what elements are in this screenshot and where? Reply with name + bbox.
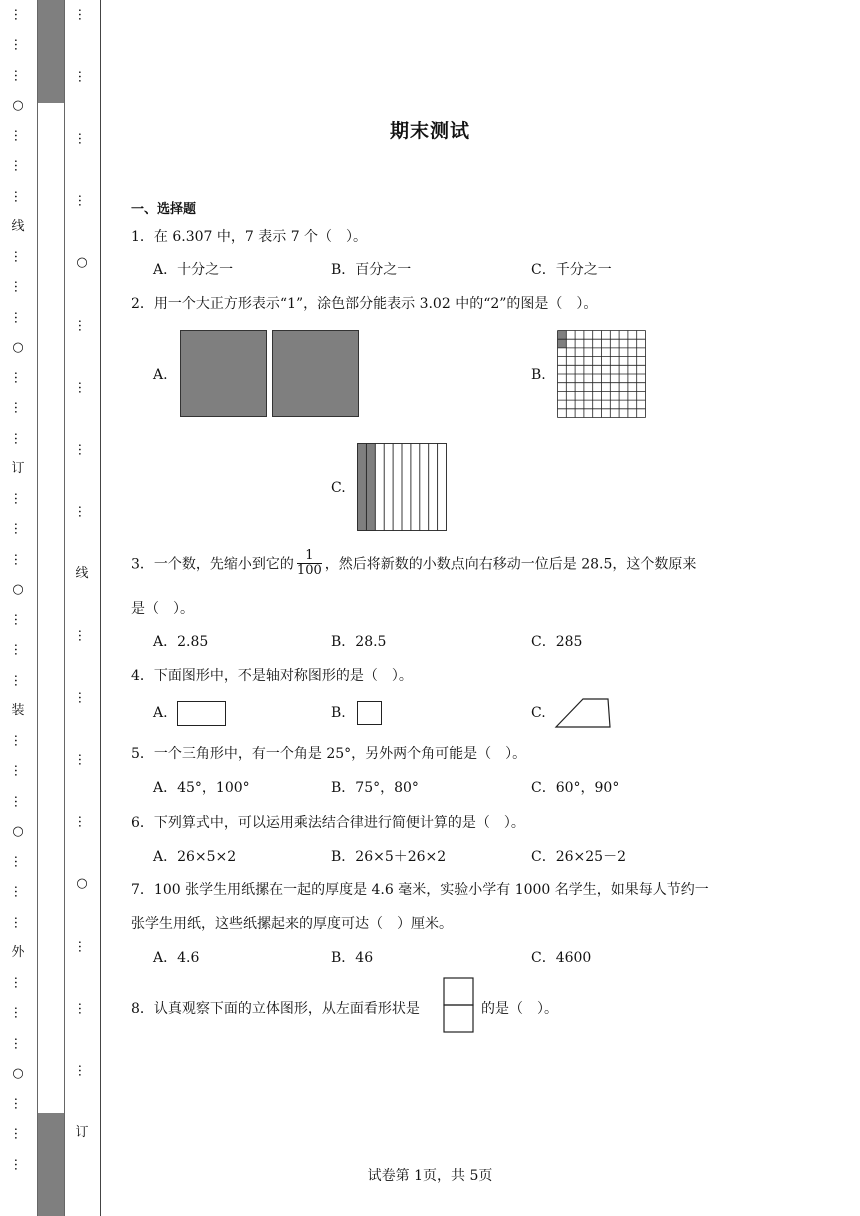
margin-marker: … bbox=[11, 8, 26, 21]
q2-a-square-1 bbox=[180, 330, 267, 417]
question-7: 7．100 张学生用纸摞在一起的厚度是 4.6 毫米，实验小学有 1000 名学生，如果每人节约一 bbox=[131, 882, 709, 898]
margin-marker: ○ bbox=[12, 97, 24, 113]
margin-marker: … bbox=[75, 1001, 90, 1015]
section-heading: 一、选择题 bbox=[131, 202, 197, 217]
margin-marker: … bbox=[11, 1006, 26, 1020]
margin-marker: ○ bbox=[12, 581, 24, 597]
margin-marker: … bbox=[75, 380, 90, 394]
margin-marker: … bbox=[11, 492, 26, 506]
margin-marker: … bbox=[11, 855, 26, 869]
margin-marker: … bbox=[11, 673, 26, 687]
q3-fraction bbox=[297, 549, 322, 578]
q2-option-b-label: B. bbox=[531, 367, 546, 383]
q2-option-a-label: A. bbox=[153, 367, 168, 383]
q1-option-c: C．千分之一 bbox=[531, 262, 612, 278]
question-8-text-pre: 8．认真观察下面的立体图形，从左面看形状是 bbox=[131, 1001, 420, 1017]
q2-b-shaded-cell-1 bbox=[558, 331, 567, 340]
margin-marker: … bbox=[11, 310, 26, 324]
margin-marker: … bbox=[11, 401, 26, 415]
margin-marker: … bbox=[11, 643, 26, 657]
binding-margin-gray-strip bbox=[37, 0, 65, 1216]
margin-marker: 外 bbox=[11, 944, 25, 960]
margin-marker: 订 bbox=[75, 1124, 89, 1140]
question-4: 4．下面图形中，不是轴对称图形的是（ ）。 bbox=[131, 668, 413, 684]
margin-marker: … bbox=[75, 629, 90, 643]
margin-marker: ○ bbox=[12, 823, 24, 839]
margin-marker: … bbox=[11, 1097, 26, 1111]
margin-marker: 线 bbox=[75, 565, 89, 581]
binding-margin-inner bbox=[64, 0, 101, 1216]
margin-marker: … bbox=[11, 431, 26, 445]
q4-c-trapezoid bbox=[554, 697, 612, 729]
margin-marker: … bbox=[11, 522, 26, 536]
q3-fraction-numerator: 1 bbox=[297, 549, 322, 564]
q7-option-a: A．4.6 bbox=[153, 950, 200, 966]
question-3 bbox=[131, 549, 696, 578]
q4-option-c-label: C. bbox=[531, 705, 546, 721]
q5-option-a: A．45°，100° bbox=[153, 780, 250, 796]
q1-option-b: B．百分之一 bbox=[331, 262, 412, 278]
q4-a-rectangle bbox=[177, 701, 226, 726]
margin-marker: … bbox=[75, 70, 90, 84]
margin-marker: 线 bbox=[11, 218, 25, 234]
margin-marker: … bbox=[75, 1063, 90, 1077]
margin-marker: … bbox=[11, 371, 26, 385]
margin-marker: … bbox=[11, 68, 26, 82]
q2-c-tenth-strips bbox=[357, 443, 448, 531]
question-1: 1．在 6.307 中，7 表示 7 个（ ）。 bbox=[131, 229, 368, 245]
margin-marker: … bbox=[11, 552, 26, 566]
margin-marker: … bbox=[11, 976, 26, 990]
margin-marker: … bbox=[75, 194, 90, 208]
question-8-text-post: 的是（ ）。 bbox=[481, 1001, 558, 1017]
q1-option-a: A．十分之一 bbox=[153, 262, 234, 278]
q2-a-square-2 bbox=[272, 330, 359, 417]
margin-marker: … bbox=[75, 504, 90, 518]
margin-marker: … bbox=[11, 280, 26, 294]
margin-marker: ○ bbox=[76, 876, 88, 892]
q2-c-shaded-strip-2 bbox=[367, 444, 376, 531]
margin-marker: … bbox=[11, 794, 26, 808]
margin-marker: ○ bbox=[12, 1065, 24, 1081]
q3-option-c: C．285 bbox=[531, 634, 583, 650]
q3-option-b: B．28.5 bbox=[331, 634, 387, 650]
q3-text-pre: 3．一个数，先缩小到它的 bbox=[131, 556, 294, 573]
question-6: 6．下列算式中，可以运用乘法结合律进行简便计算的是（ ）。 bbox=[131, 815, 525, 831]
margin-marker: 装 bbox=[11, 702, 25, 718]
q2-option-c-label: C. bbox=[331, 480, 346, 496]
page-title: 期末测试 bbox=[389, 120, 470, 142]
margin-marker: … bbox=[75, 815, 90, 829]
q2-b-shaded-cell-2 bbox=[558, 339, 567, 348]
q2-c-shaded-strip-1 bbox=[358, 444, 367, 531]
margin-marker: 订 bbox=[11, 460, 25, 476]
margin-marker: … bbox=[11, 38, 26, 52]
question-5: 5．一个三角形中，有一个角是 25°，另外两个角可能是（ ）。 bbox=[131, 746, 527, 762]
page-footer: 试卷第 1页，共 5页 bbox=[367, 1168, 493, 1184]
margin-marker: … bbox=[75, 939, 90, 953]
margin-marker: ○ bbox=[12, 339, 24, 355]
margin-marker: … bbox=[11, 1157, 26, 1171]
q6-option-c: C．26×25－2 bbox=[531, 849, 626, 865]
q3-fraction-denominator: 100 bbox=[296, 563, 322, 578]
binding-margin-outer bbox=[0, 0, 36, 1216]
margin-marker: … bbox=[11, 189, 26, 203]
margin-marker: … bbox=[75, 132, 90, 146]
question-2: 2．用一个大正方形表示“1”，涂色部分能表示 3.02 中的“2”的图是（ ）。 bbox=[131, 296, 598, 312]
q6-option-a: A．26×5×2 bbox=[153, 849, 237, 865]
q4-b-square bbox=[357, 701, 382, 725]
q5-option-c: C．60°，90° bbox=[531, 780, 620, 796]
q4-option-a-label: A. bbox=[153, 705, 168, 721]
margin-marker: … bbox=[11, 1127, 26, 1141]
question-3-line2: 是（ ）。 bbox=[131, 601, 194, 617]
margin-marker: … bbox=[11, 129, 26, 143]
margin-marker: ○ bbox=[76, 255, 88, 271]
margin-marker: … bbox=[75, 8, 90, 21]
q7-option-c: C．4600 bbox=[531, 950, 592, 966]
margin-marker: … bbox=[11, 159, 26, 173]
margin-marker: … bbox=[11, 250, 26, 264]
margin-marker: … bbox=[11, 764, 26, 778]
margin-marker: … bbox=[11, 734, 26, 748]
margin-marker: … bbox=[75, 691, 90, 705]
question-7-line2: 张学生用纸，这些纸摞起来的厚度可达（ ）厘米。 bbox=[131, 916, 453, 932]
q4-option-b-label: B. bbox=[331, 705, 346, 721]
q3-option-a: A．2.85 bbox=[153, 634, 209, 650]
q6-option-b: B．26×5＋26×2 bbox=[331, 849, 447, 865]
margin-marker: … bbox=[11, 613, 26, 627]
q7-option-b: B．46 bbox=[331, 950, 374, 966]
q8-left-view-figure bbox=[443, 977, 474, 1034]
margin-marker: … bbox=[75, 318, 90, 332]
margin-marker: … bbox=[11, 915, 26, 929]
margin-marker: … bbox=[11, 1036, 26, 1050]
margin-marker: … bbox=[75, 442, 90, 456]
margin-marker: … bbox=[11, 885, 26, 899]
margin-marker: … bbox=[75, 753, 90, 767]
gray-block-top bbox=[38, 0, 64, 103]
q3-text-post: ，然后将新数的小数点向右移动一位后是 28.5，这个数原来 bbox=[324, 556, 697, 573]
q2-b-hundred-grid bbox=[557, 330, 646, 418]
q5-option-b: B．75°，80° bbox=[331, 780, 419, 796]
